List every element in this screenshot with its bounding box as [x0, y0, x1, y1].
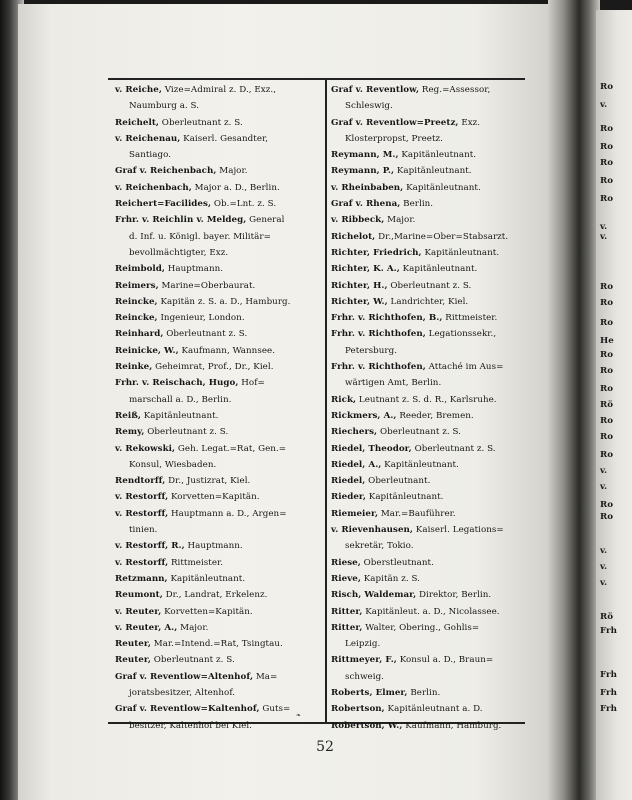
directory-entry [331, 392, 543, 408]
directory-entry [331, 506, 543, 522]
entry-continuation: Petersburg. [345, 345, 398, 356]
directory-entry [331, 359, 543, 392]
entry-name: Reinicke, W., [115, 345, 179, 356]
entry-detail: Guts= [262, 704, 291, 715]
directory-entry [331, 229, 543, 245]
entry-detail: Kapitänleutnant. [384, 459, 459, 470]
entry-name: v. Restorff, R., [115, 541, 185, 552]
directory-entry [115, 196, 327, 212]
next-page-fragment: Ro [600, 124, 614, 134]
entry-name: Ritter, [331, 622, 363, 633]
entry-name: Rendtorff, [115, 476, 166, 487]
entry-continuation: schweig. [345, 671, 384, 682]
entry-name: v. Ribbeck, [331, 215, 385, 226]
entry-detail: Rittmeister. [445, 313, 498, 324]
entry-detail: Hauptmann. [187, 541, 243, 552]
entry-detail: Legationssekr., [428, 329, 497, 340]
entry-name: v. Restorff, [115, 492, 169, 503]
directory-entry [331, 652, 543, 685]
entry-name: Reincke, [115, 313, 158, 324]
entry-name: v. Rheinbaben, [331, 182, 404, 193]
directory-entry [331, 294, 543, 310]
entry-detail: Kaufmann, Hamburg. [405, 720, 502, 731]
directory-entry [115, 326, 327, 342]
directory-entry [331, 424, 543, 440]
entry-detail: Oberleutnant z. S. [153, 655, 235, 666]
entry-name: Graf v. Reichenbach, [115, 166, 217, 177]
next-page-fragment: v. [600, 100, 608, 110]
directory-entry [115, 408, 327, 424]
entry-detail: Dr., Landrat, Erkelenz. [165, 590, 268, 601]
entry-name: Reichert=Facilides, [115, 199, 212, 210]
entry-continuation: bevollmächtigter, Exz. [129, 247, 229, 258]
entry-detail: Major. [219, 166, 248, 177]
entry-name: Riedel, A., [331, 459, 382, 470]
directory-entry [115, 261, 327, 277]
next-page-fragment: Ro [600, 82, 614, 92]
entry-continuation: Santiago. [129, 150, 172, 161]
directory-entry [115, 278, 327, 294]
entry-name: Roberts, Elmer, [331, 687, 408, 698]
entry-name: Reiß, [115, 410, 141, 421]
entry-name: Frhr. v. Richthofen, B., [331, 313, 443, 324]
directory-entry [331, 571, 543, 587]
next-page-fragment: Frh [600, 670, 617, 680]
next-page-fragment: He [600, 336, 614, 346]
directory-entry [331, 147, 543, 163]
entry-detail: Kapitänleutnant a. D. [387, 704, 483, 715]
directory-entry [115, 473, 327, 489]
entry-name: Frhr. v. Richthofen, [331, 329, 426, 340]
entry-name: v. Reichenbach, [115, 182, 192, 193]
entry-name: Retzmann, [115, 573, 168, 584]
directory-entry [115, 669, 327, 702]
next-page-fragment: Ro [600, 350, 614, 360]
entry-continuation: Klosterpropst, Preetz. [345, 133, 443, 144]
directory-entry [115, 115, 327, 131]
entry-name: Richter, W., [331, 296, 388, 307]
next-page-fragment: Ro [600, 366, 614, 376]
directory-entry [331, 82, 543, 115]
directory-entry [331, 701, 543, 717]
entry-detail: Oberleutnant z. S. [390, 280, 472, 291]
entry-detail: Mar.=Intend.=Rat, Tsingtau. [153, 639, 283, 650]
directory-entry [331, 310, 543, 326]
entry-detail: General [249, 215, 285, 226]
entry-detail: Kapitänleutnant. [368, 492, 444, 503]
directory-entry [331, 441, 543, 457]
entry-name: Reincke, [115, 296, 158, 307]
directory-entry [115, 571, 327, 587]
entry-name: Riedel, Theodor, [331, 443, 412, 454]
entry-detail: Kaiserl. Gesandter, [183, 133, 269, 144]
directory-entry [331, 718, 543, 734]
entry-detail: Landrichter, Kiel. [390, 296, 469, 307]
entry-detail: Oberleutnant. [368, 476, 431, 487]
entry-detail: Kapitänleutnant. [170, 573, 246, 584]
directory-entry [331, 408, 543, 424]
entry-continuation: Leipzig. [345, 639, 381, 650]
next-page-edge [596, 10, 632, 800]
entry-name: Graf v. Reventlow=Altenhof, [115, 671, 254, 682]
entry-name: Robertson, W., [331, 720, 403, 731]
right-column [331, 82, 543, 734]
entry-detail: Oberleutnant z. S. [161, 117, 243, 128]
entry-name: Graf v. Rhena, [331, 199, 401, 210]
entry-detail: Ma= [255, 671, 278, 682]
page-number: 52 [316, 739, 334, 755]
entry-detail: Hauptmann a. D., Argen= [170, 508, 287, 519]
entry-name: Richter, H., [331, 280, 388, 291]
entry-detail: Kapitänleutnant. [406, 182, 481, 193]
directory-entry [115, 489, 327, 505]
entry-detail: Kaiserl. Legations= [415, 525, 504, 536]
entry-name: Frhr. v. Richthofen, [331, 362, 426, 373]
entry-name: Rick, [331, 394, 357, 405]
entry-detail: Ob.=Lnt. z. S. [213, 199, 277, 210]
entry-detail: Oberleutnant z. S. [147, 427, 229, 438]
entry-detail: Kapitänleut. a. D., Nicolassee. [365, 606, 500, 617]
directory-entry [331, 522, 543, 555]
entry-continuation: besitzer, Kaltenhof bei Kiel. [129, 720, 252, 731]
entry-continuation: Schleswig. [345, 101, 393, 112]
entry-name: v. Reichenau, [115, 133, 181, 144]
entry-name: Richelot, [331, 231, 376, 242]
entry-name: Richter, K. A., [331, 264, 400, 275]
next-page-fragment: Ro [600, 158, 614, 168]
entry-name: v. Reuter, [115, 606, 162, 617]
entry-detail: Major. [180, 622, 209, 633]
entry-detail: Rittmeister. [170, 557, 224, 568]
directory-entry [331, 555, 543, 571]
entry-detail: Kapitänleutnant. [143, 410, 219, 421]
entry-detail: Oberleutnant z. S. [379, 427, 461, 438]
entry-name: Graf v. Reventlow=Preetz, [331, 117, 459, 128]
entry-name: Riechers, [331, 427, 378, 438]
next-page-fragment: Ro [600, 142, 614, 152]
entry-name: Rieder, [331, 492, 366, 503]
entry-detail: Kapitänleutnant. [402, 264, 478, 275]
directory-entry [331, 489, 543, 505]
ornament: ❧ [296, 712, 302, 719]
directory-entry [115, 620, 327, 636]
directory-entry [115, 506, 327, 539]
directory-entry [331, 196, 543, 212]
entry-detail: Konsul a. D., Braun= [399, 655, 494, 666]
top-rule [108, 78, 525, 80]
entry-detail: Exz. [461, 117, 481, 128]
entry-detail: Oberstleutnant. [363, 557, 434, 568]
directory-entry [331, 261, 543, 277]
entry-name: Ritter, [331, 606, 363, 617]
directory-entry [115, 359, 327, 375]
entry-detail: Oberleutnant z. S. [414, 443, 496, 454]
entry-name: Remy, [115, 427, 145, 438]
directory-entry [115, 131, 327, 164]
directory-entry [331, 163, 543, 179]
directory-entry [115, 441, 327, 474]
next-page-fragment: Ro [600, 318, 614, 328]
directory-entry [331, 473, 543, 489]
entry-name: Rickmers, A., [331, 410, 397, 421]
entry-detail: Berlin. [410, 687, 441, 698]
entry-continuation: wärtigen Amt, Berlin. [345, 378, 442, 389]
next-page-fragment: Ro [600, 282, 614, 292]
entry-detail: Geheimrat, Prof., Dr., Kiel. [155, 362, 274, 373]
next-page-fragment: v. [600, 222, 608, 232]
next-page-fragment: Rö [600, 400, 614, 410]
directory-entry [115, 587, 327, 603]
entry-detail: Reg.=Assessor, [421, 85, 491, 95]
entry-continuation: Konsul, Wiesbaden. [129, 459, 217, 470]
directory-entry [115, 375, 327, 408]
directory-entry [115, 652, 327, 668]
directory-entry [115, 294, 327, 310]
entry-name: Risch, Waldemar, [331, 590, 417, 601]
entry-name: v. Reuter, A., [115, 622, 178, 633]
next-page-fragment: Ro [600, 176, 614, 186]
directory-entry [115, 555, 327, 571]
entry-detail: Kapitänleutnant. [396, 166, 472, 177]
next-page-fragment: v. [600, 232, 608, 242]
entry-name: Richter, Friedrich, [331, 247, 422, 258]
entry-continuation: Naumburg a. S. [129, 101, 200, 112]
directory-entry [331, 604, 543, 620]
directory-entry [115, 163, 327, 179]
entry-name: Riedel, [331, 476, 366, 487]
entry-detail: Hof= [241, 378, 265, 389]
directory-entry [331, 245, 543, 261]
entry-detail: Kapitänleutnant. [401, 150, 477, 161]
entry-name: v. Rekowski, [115, 443, 176, 454]
directory-entry [331, 180, 543, 196]
next-page-fragment: v. [600, 578, 608, 588]
next-page-fragment: Ro [600, 194, 614, 204]
entry-name: v. Rievenhausen, [331, 525, 413, 536]
directory-entry [115, 636, 327, 652]
next-page-fragment: Frh [600, 688, 617, 698]
entry-name: v. Restorff, [115, 508, 169, 519]
entry-name: Frhr. v. Reichlin v. Meldeg, [115, 215, 247, 226]
entry-detail: Kapitän z. S. [363, 573, 420, 584]
directory-entry [115, 310, 327, 326]
next-page-fragment: Ro [600, 450, 614, 460]
entry-continuation: sekretär, Tokio. [345, 541, 414, 552]
directory-entry [331, 620, 543, 653]
entry-detail: Mar.=Bauführer. [380, 508, 456, 519]
entry-name: v. Restorff, [115, 557, 169, 568]
entry-detail: Korvetten=Kapitän. [170, 492, 260, 503]
entry-name: Reinke, [115, 362, 153, 373]
entry-name: v. Reiche, [115, 85, 162, 95]
directory-entry [331, 326, 543, 359]
next-page-fragment: Frh [600, 704, 617, 714]
entry-detail: Reeder, Bremen. [399, 410, 474, 421]
entry-detail: Dr.,Marine=Ober=Stabsarzt. [378, 231, 509, 242]
entry-detail: Korvetten=Kapitän. [164, 606, 253, 617]
next-page-fragment: v. [600, 562, 608, 572]
entry-name: Reymann, M., [331, 150, 399, 161]
left-column [115, 82, 327, 734]
entry-detail: Kapitänleutnant. [424, 247, 500, 258]
entry-name: Rieve, [331, 573, 361, 584]
directory-entry [115, 212, 327, 261]
next-page-fragment: Ro [600, 512, 614, 522]
entry-continuation: joratsbesitzer, Altenhof. [129, 687, 236, 698]
directory-entry [331, 115, 543, 148]
directory-entry [331, 587, 543, 603]
directory-entry [115, 538, 327, 554]
entry-detail: Major. [387, 215, 416, 226]
entry-detail: Direktor, Berlin. [419, 590, 492, 601]
directory-entry [115, 180, 327, 196]
entry-name: Reumont, [115, 590, 163, 601]
entry-name: Riemeier, [331, 508, 379, 519]
entry-continuation: marschall a. D., Berlin. [129, 394, 232, 405]
entry-detail: Oberleutnant z. S. [166, 329, 248, 340]
entry-name: Frhr. v. Reischach, Hugo, [115, 378, 239, 389]
entry-name: Reuter, [115, 655, 151, 666]
next-page-fragment: v. [600, 466, 608, 476]
next-page-fragment: Ro [600, 416, 614, 426]
entry-name: Riese, [331, 557, 361, 568]
directory-entry [331, 278, 543, 294]
entry-name: Reinhard, [115, 329, 164, 340]
next-page-fragment: Ro [600, 500, 614, 510]
entry-name: Reimers, [115, 280, 159, 291]
entry-detail: Hauptmann. [167, 264, 224, 275]
entry-detail: Leutnant z. S. d. R., Karlsruhe. [358, 394, 497, 405]
entry-detail: Kaufmann, Wannsee. [181, 345, 276, 356]
directory-entry [115, 343, 327, 359]
directory-entry [331, 212, 543, 228]
directory-entry [331, 457, 543, 473]
entry-name: Robertson, [331, 704, 385, 715]
entry-detail: Ingenieur, London. [160, 313, 245, 324]
entry-detail: Dr., Justizrat, Kiel. [168, 476, 251, 487]
entry-name: Reuter, [115, 639, 151, 650]
entry-continuation: d. Inf. u. Königl. bayer. Militär= [129, 231, 271, 242]
entry-name: Graf v. Reventlow=Kaltenhof, [115, 704, 260, 715]
next-page-fragment: Ro [600, 432, 614, 442]
entry-continuation: tinien. [129, 525, 158, 536]
entry-detail: Marine=Oberbaurat. [161, 280, 256, 291]
next-page-fragment: v. [600, 482, 608, 492]
directory-entry [115, 604, 327, 620]
book-gutter [548, 0, 600, 800]
entry-detail: Kapitän z. S. a. D., Hamburg. [160, 296, 291, 307]
entry-detail: Walter, Obering., Gohlis= [365, 622, 480, 633]
entry-name: Rittmeyer, F., [331, 655, 397, 666]
directory-entry [115, 82, 327, 115]
entry-name: Reimbold, [115, 264, 165, 275]
next-page-fragment: v. [600, 546, 608, 556]
entry-name: Graf v. Reventlow, [331, 85, 420, 95]
entry-detail: Vize=Admiral z. D., Exz., [164, 85, 277, 95]
entry-detail: Major a. D., Berlin. [194, 182, 280, 193]
next-page-fragment: Rö [600, 612, 614, 622]
directory-entry [331, 685, 543, 701]
entry-detail: Geh. Legat.=Rat, Gen.= [177, 443, 287, 454]
directory-entry [115, 424, 327, 440]
next-page-fragment: Ro [600, 384, 614, 394]
next-page-fragment: Frh [600, 626, 617, 636]
entry-name: Reichelt, [115, 117, 159, 128]
entry-name: Reymann, P., [331, 166, 395, 177]
entry-detail: Berlin. [403, 199, 434, 210]
next-page-fragment: Ro [600, 298, 614, 308]
entry-detail: Attaché im Aus= [428, 362, 504, 373]
